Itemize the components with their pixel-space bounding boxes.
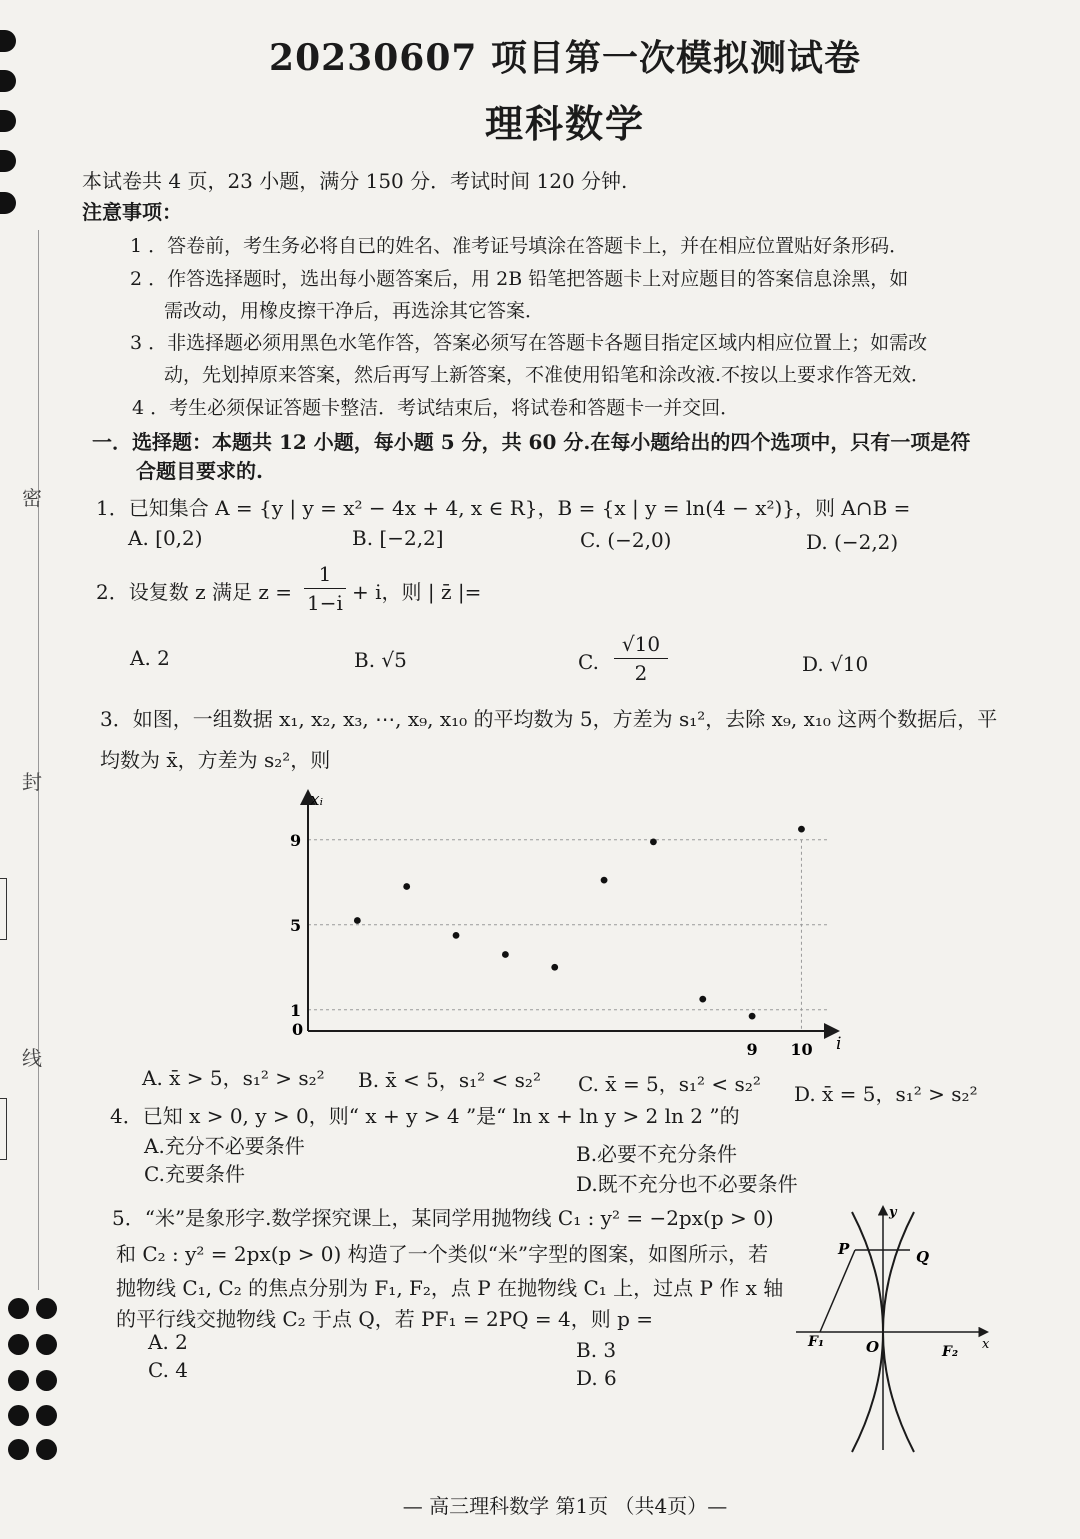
note-item: 1 ．答卷前，考生务必将自已的姓名、准考证号填涂在答题卡上，并在相应位置贴好条形码． — [130, 235, 909, 257]
q3-option-c: C. x̄ = 5，s₁² < s₂² — [578, 1072, 761, 1096]
q5-stem-line: 和 C₂ : y² = 2px(p > 0) 构造了一个类似“米”字型的图案，如图所示，若 — [116, 1242, 769, 1266]
parabola-figure — [790, 1200, 1000, 1460]
q4-option-d: D.既不充分也不必要条件 — [576, 1172, 798, 1196]
data-point — [601, 877, 608, 884]
q5-option-d: D. 6 — [576, 1366, 617, 1390]
q2-stem-end: + i，则 | z̄ |= — [352, 580, 482, 604]
x-tick-label: 9 — [746, 1040, 758, 1059]
q5-option-b: B. 3 — [576, 1338, 617, 1362]
figure-label-q: Q — [916, 1248, 930, 1266]
q1-option-c: C. (−2,0) — [580, 528, 672, 552]
figure-label-p: P — [838, 1240, 850, 1258]
q1-stem: 1．已知集合 A = {y | y = x² − 4x + 4, x ∈ R}，B = {x | y = ln(4 − x²)}，则 A∩B = — [96, 496, 911, 520]
exam-title: 20230607 项目第一次模拟测试卷 — [269, 37, 861, 79]
data-point — [749, 1013, 756, 1020]
data-point — [551, 964, 558, 971]
data-point — [798, 826, 805, 833]
q3-option-d: D. x̄ = 5，s₁² > s₂² — [794, 1082, 978, 1106]
figure-label-o: O — [866, 1338, 880, 1356]
scatter-chart — [270, 785, 850, 1065]
q1-option-b: B. [−2,2] — [352, 526, 444, 550]
q3-option-b: B. x̄ < 5，s₁² < s₂² — [358, 1068, 541, 1092]
q4-stem: 4．已知 x > 0, y > 0，则“ x + y > 4 ”是“ ln x + ln y > 2 ln 2 ”的 — [110, 1104, 740, 1128]
figure-label-f1: F₁ — [808, 1334, 825, 1350]
seal-char-mi: 密 — [22, 486, 42, 510]
chart-gridlines — [308, 840, 828, 1031]
q4-option-b: B.必要不充分条件 — [576, 1142, 738, 1166]
y-tick-label: 5 — [290, 915, 302, 935]
note-item: 4 ．考生必须保证答题卡整洁．考试结束后，将试卷和答题卡一并交回． — [132, 397, 740, 419]
notes-heading: 注意事项： — [82, 200, 182, 224]
q5-stem-line: 5．“米”是象形字.数学探究课上，某同学用抛物线 C₁ : y² = −2px(p > 0) — [112, 1206, 774, 1230]
margin-box — [0, 878, 7, 940]
q2-option-a: A. 2 — [130, 646, 170, 670]
q5-stem-line: 抛物线 C₁, C₂ 的焦点分别为 F₁, F₂，点 P 在抛物线 C₁ 上，过点 P 作 x 轴 — [116, 1276, 784, 1300]
data-point — [699, 996, 706, 1003]
section-heading: 一．选择题：本题共 12 小题，每小题 5 分，共 60 分.在每小题给出的四个选项中，只有一项是符 — [92, 430, 971, 454]
q2-option-c-num: √10 — [621, 632, 661, 656]
y-axis-label: xᵢ — [310, 790, 324, 810]
origin-label: 0 — [292, 1020, 304, 1039]
chart-tick-labels — [290, 831, 813, 1059]
q4-option-c: C.充要条件 — [144, 1162, 245, 1186]
q4-option-a: A.充分不必要条件 — [144, 1134, 305, 1158]
page-footer: — 高三理科数学 第1页 （共4页）— — [402, 1494, 728, 1518]
q3-option-a: A. x̄ > 5，s₁² > s₂² — [142, 1066, 325, 1090]
q2-stem: 2．设复数 z 满足 z = — [96, 580, 292, 604]
note-item-cont: 动，先划掉原来答案，然后再写上新答案，不准使用铅笔和涂改液.不按以上要求作答无效． — [164, 364, 931, 386]
segment-pf1 — [820, 1250, 855, 1332]
note-item-cont: 需改动，用橡皮擦干净后，再选涂其它答案． — [164, 300, 545, 322]
exam-intro: 本试卷共 4 页，23 小题，满分 150 分．考试时间 120 分钟. — [82, 169, 628, 193]
figure-label-x: x — [982, 1337, 990, 1352]
subject-title: 理科数学 — [484, 101, 645, 146]
q2-option-b: B. √5 — [354, 648, 407, 672]
q2-frac-den: 1−i — [307, 591, 343, 615]
q2-fraction — [304, 562, 346, 615]
chart-points — [354, 826, 805, 1020]
seal-char-xian: 线 — [22, 1046, 42, 1070]
data-point — [650, 838, 657, 845]
q2-option-d: D. √10 — [802, 652, 869, 676]
q2-option-c: C. — [578, 650, 599, 674]
data-point — [502, 951, 509, 958]
figure-label-y: y — [889, 1205, 897, 1220]
binding-hole — [0, 192, 16, 214]
data-point — [403, 883, 410, 890]
x-tick-label: 10 — [790, 1040, 813, 1059]
q1-option-d: D. (−2,2) — [806, 530, 899, 554]
x-axis-label: i — [836, 1034, 842, 1054]
q3-stem: 3．如图，一组数据 x₁, x₂, x₃, ⋯, x₉, x₁₀ 的平均数为 5，方差为 s₁²，去除 x₉, x₁₀ 这两个数据后，平 — [100, 707, 998, 731]
note-item: 2 ．作答选择题时，选出每小题答案后，用 2B 铅笔把答题卡上对应题目的答案信息涂黑，如 — [130, 268, 909, 290]
q1-option-a: A. [0,2) — [128, 526, 203, 550]
q3-stem-cont: 均数为 x̄，方差为 s₂²，则 — [100, 748, 331, 772]
q2-frac-num: 1 — [318, 562, 332, 586]
data-point — [453, 932, 460, 939]
data-point — [354, 917, 361, 924]
q2-option-c-den: 2 — [634, 661, 648, 685]
binding-hole — [0, 150, 16, 172]
margin-box — [0, 1098, 7, 1160]
figure-label-f2: F₂ — [942, 1344, 959, 1360]
q5-option-a: A. 2 — [148, 1330, 188, 1354]
y-tick-label: 1 — [290, 1000, 302, 1020]
q2-option-c-fraction — [614, 632, 668, 685]
seal-char-feng: 封 — [22, 770, 42, 794]
q5-stem-line: 的平行线交抛物线 C₂ 于点 Q，若 PF₁ = 2PQ = 4，则 p = — [116, 1307, 654, 1331]
seal-line — [38, 230, 39, 1290]
section-heading-cont: 合题目要求的. — [136, 459, 263, 483]
q5-option-c: C. 4 — [148, 1358, 189, 1382]
y-tick-label: 9 — [290, 830, 302, 850]
note-item: 3 ．非选择题必须用黑色水笔作答，答案必须写在答题卡各题目指定区域内相应位置上；如需改 — [130, 332, 928, 354]
